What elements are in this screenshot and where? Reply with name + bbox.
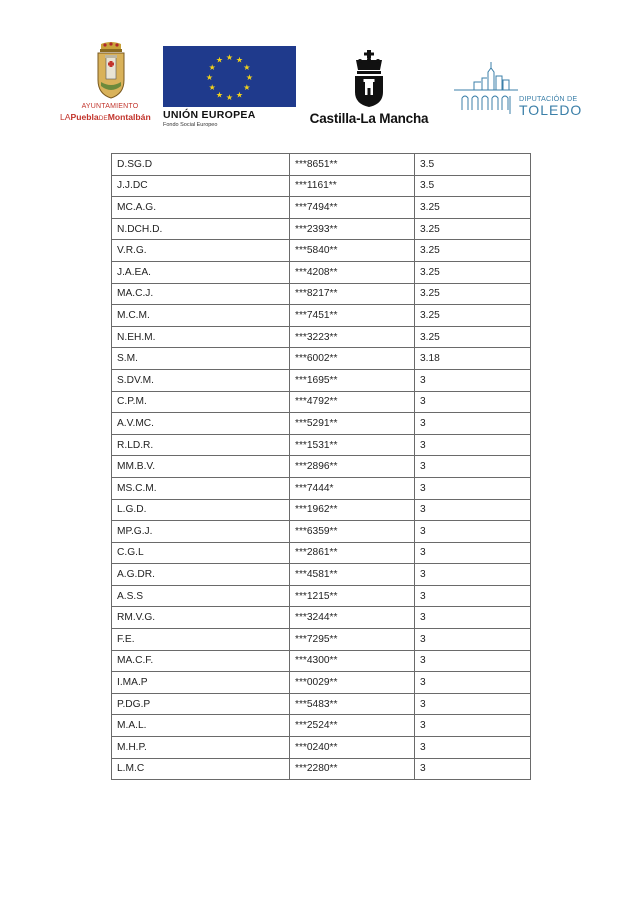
row-name-cell: M.A.L. — [112, 715, 290, 737]
row-score-cell: 3 — [415, 607, 531, 629]
row-id-cell: ***3223** — [290, 326, 415, 348]
eu-flag-icon — [163, 46, 296, 107]
row-score-cell: 3 — [415, 672, 531, 694]
table-row — [112, 758, 531, 780]
row-id-cell: ***2393** — [290, 218, 415, 240]
row-id-cell: ***2861** — [290, 542, 415, 564]
row-score-cell: 3.25 — [415, 283, 531, 305]
row-name-cell: RM.V.G. — [112, 607, 290, 629]
row-score-cell: 3.18 — [415, 348, 531, 370]
row-score-cell: 3 — [415, 499, 531, 521]
table-row — [112, 477, 531, 499]
row-name-cell: A.S.S — [112, 585, 290, 607]
row-name-cell: J.J.DC — [112, 175, 290, 197]
table-row — [112, 564, 531, 586]
castilla-la-mancha-logo — [308, 50, 430, 130]
table-row — [112, 326, 531, 348]
row-id-cell: ***3244** — [290, 607, 415, 629]
row-score-cell: 3 — [415, 542, 531, 564]
row-score-cell: 3.5 — [415, 154, 531, 176]
row-id-cell: ***2524** — [290, 715, 415, 737]
diputacion-toledo-logo — [454, 58, 584, 122]
toledo-label: TOLEDO — [519, 102, 583, 118]
svg-text:★: ★ — [208, 83, 216, 92]
row-score-cell: 3 — [415, 434, 531, 456]
row-id-cell: ***4792** — [290, 391, 415, 413]
row-id-cell: ***7451** — [290, 305, 415, 327]
town-name: LAPueblaDEMontalbán — [60, 112, 151, 122]
row-id-cell: ***4208** — [290, 261, 415, 283]
row-score-cell: 3.25 — [415, 240, 531, 262]
row-id-cell: ***2280** — [290, 758, 415, 780]
row-score-cell: 3.5 — [415, 175, 531, 197]
row-score-cell: 3.25 — [415, 197, 531, 219]
row-score-cell: 3 — [415, 758, 531, 780]
table-row — [112, 218, 531, 240]
row-id-cell: ***0029** — [290, 672, 415, 694]
row-name-cell: MP.G.J. — [112, 521, 290, 543]
row-score-cell: 3 — [415, 413, 531, 435]
row-id-cell: ***4581** — [290, 564, 415, 586]
eu-logo — [163, 46, 298, 128]
row-name-cell: C.G.L — [112, 542, 290, 564]
row-name-cell: F.E. — [112, 629, 290, 651]
row-name-cell: L.M.C — [112, 758, 290, 780]
row-name-cell: MA.C.J. — [112, 283, 290, 305]
table-row — [112, 175, 531, 197]
row-score-cell: 3 — [415, 564, 531, 586]
table-row — [112, 413, 531, 435]
svg-text:★: ★ — [245, 73, 254, 82]
row-score-cell: 3 — [415, 391, 531, 413]
table-row — [112, 715, 531, 737]
row-id-cell: ***6359** — [290, 521, 415, 543]
diputacion-label: DIPUTACIÓN DE — [519, 94, 578, 103]
row-name-cell: L.G.D. — [112, 499, 290, 521]
row-name-cell: S.DV.M. — [112, 369, 290, 391]
row-name-cell: P.DG.P — [112, 693, 290, 715]
table-row — [112, 154, 531, 176]
row-id-cell: ***6002** — [290, 348, 415, 370]
svg-text:★: ★ — [235, 90, 244, 100]
row-name-cell: D.SG.D — [112, 154, 290, 176]
row-id-cell: ***8651** — [290, 154, 415, 176]
row-score-cell: 3 — [415, 629, 531, 651]
row-score-cell: 3 — [415, 456, 531, 478]
row-score-cell: 3 — [415, 521, 531, 543]
table-row — [112, 197, 531, 219]
table-row — [112, 261, 531, 283]
svg-text:★: ★ — [215, 90, 224, 100]
row-score-cell: 3 — [415, 693, 531, 715]
scores-table — [111, 153, 531, 780]
header-logos — [0, 0, 637, 140]
row-name-cell: S.M. — [112, 348, 290, 370]
table-row — [112, 348, 531, 370]
toledo-skyline-icon — [454, 58, 518, 122]
row-id-cell: ***1161** — [290, 175, 415, 197]
table-row — [112, 607, 531, 629]
row-score-cell: 3.25 — [415, 218, 531, 240]
row-id-cell: ***0240** — [290, 737, 415, 759]
table-row — [112, 391, 531, 413]
table-row — [112, 240, 531, 262]
row-name-cell: MM.B.V. — [112, 456, 290, 478]
row-score-cell: 3 — [415, 650, 531, 672]
table-row — [112, 737, 531, 759]
row-name-cell: M.H.P. — [112, 737, 290, 759]
row-id-cell: ***7444* — [290, 477, 415, 499]
table-row — [112, 629, 531, 651]
row-name-cell: I.MA.P — [112, 672, 290, 694]
svg-text:★: ★ — [225, 53, 234, 62]
eu-title: UNIÓN EUROPEA — [163, 109, 256, 121]
table-row — [112, 456, 531, 478]
clm-title: Castilla-La Mancha — [309, 111, 429, 126]
row-id-cell: ***7295** — [290, 629, 415, 651]
ayuntamiento-label: AYUNTAMIENTO — [81, 103, 139, 110]
svg-text:★: ★ — [243, 83, 251, 92]
town-crest-icon — [95, 42, 127, 100]
row-name-cell: A.V.MC. — [112, 413, 290, 435]
table-row — [112, 542, 531, 564]
row-id-cell: ***5483** — [290, 693, 415, 715]
table-row — [112, 650, 531, 672]
row-id-cell: ***5840** — [290, 240, 415, 262]
row-id-cell: ***1695** — [290, 369, 415, 391]
row-name-cell: MC.A.G. — [112, 197, 290, 219]
row-id-cell: ***2896** — [290, 456, 415, 478]
table-row — [112, 693, 531, 715]
svg-text:★: ★ — [208, 63, 216, 72]
row-score-cell: 3 — [415, 585, 531, 607]
scores-table-body — [112, 154, 531, 780]
row-name-cell: MS.C.M. — [112, 477, 290, 499]
ayuntamiento-logo — [60, 42, 160, 128]
row-name-cell: N.EH.M. — [112, 326, 290, 348]
svg-text:★: ★ — [243, 63, 251, 72]
table-row — [112, 672, 531, 694]
table-row — [112, 521, 531, 543]
row-id-cell: ***4300** — [290, 650, 415, 672]
row-score-cell: 3 — [415, 477, 531, 499]
row-name-cell: A.G.DR. — [112, 564, 290, 586]
row-score-cell: 3.25 — [415, 305, 531, 327]
row-name-cell: R.LD.R. — [112, 434, 290, 456]
row-id-cell: ***8217** — [290, 283, 415, 305]
row-score-cell: 3 — [415, 369, 531, 391]
table-row — [112, 305, 531, 327]
row-id-cell: ***1215** — [290, 585, 415, 607]
row-id-cell: ***5291** — [290, 413, 415, 435]
svg-text:★: ★ — [225, 93, 234, 102]
row-id-cell: ***1962** — [290, 499, 415, 521]
table-row — [112, 369, 531, 391]
table-row — [112, 283, 531, 305]
svg-text:★: ★ — [235, 55, 244, 65]
table-row — [112, 585, 531, 607]
table-row — [112, 434, 531, 456]
svg-text:★: ★ — [205, 73, 214, 82]
row-name-cell: N.DCH.D. — [112, 218, 290, 240]
row-name-cell: V.R.G. — [112, 240, 290, 262]
row-id-cell: ***1531** — [290, 434, 415, 456]
clm-crown-shield-icon — [351, 50, 387, 108]
row-score-cell: 3.25 — [415, 326, 531, 348]
row-score-cell: 3 — [415, 737, 531, 759]
row-name-cell: M.C.M. — [112, 305, 290, 327]
row-id-cell: ***7494** — [290, 197, 415, 219]
row-name-cell: MA.C.F. — [112, 650, 290, 672]
row-name-cell: C.P.M. — [112, 391, 290, 413]
row-score-cell: 3.25 — [415, 261, 531, 283]
svg-text:★: ★ — [215, 55, 224, 65]
row-score-cell: 3 — [415, 715, 531, 737]
eu-subtitle: Fondo Social Europeo — [163, 122, 218, 128]
table-row — [112, 499, 531, 521]
row-name-cell: J.A.EA. — [112, 261, 290, 283]
